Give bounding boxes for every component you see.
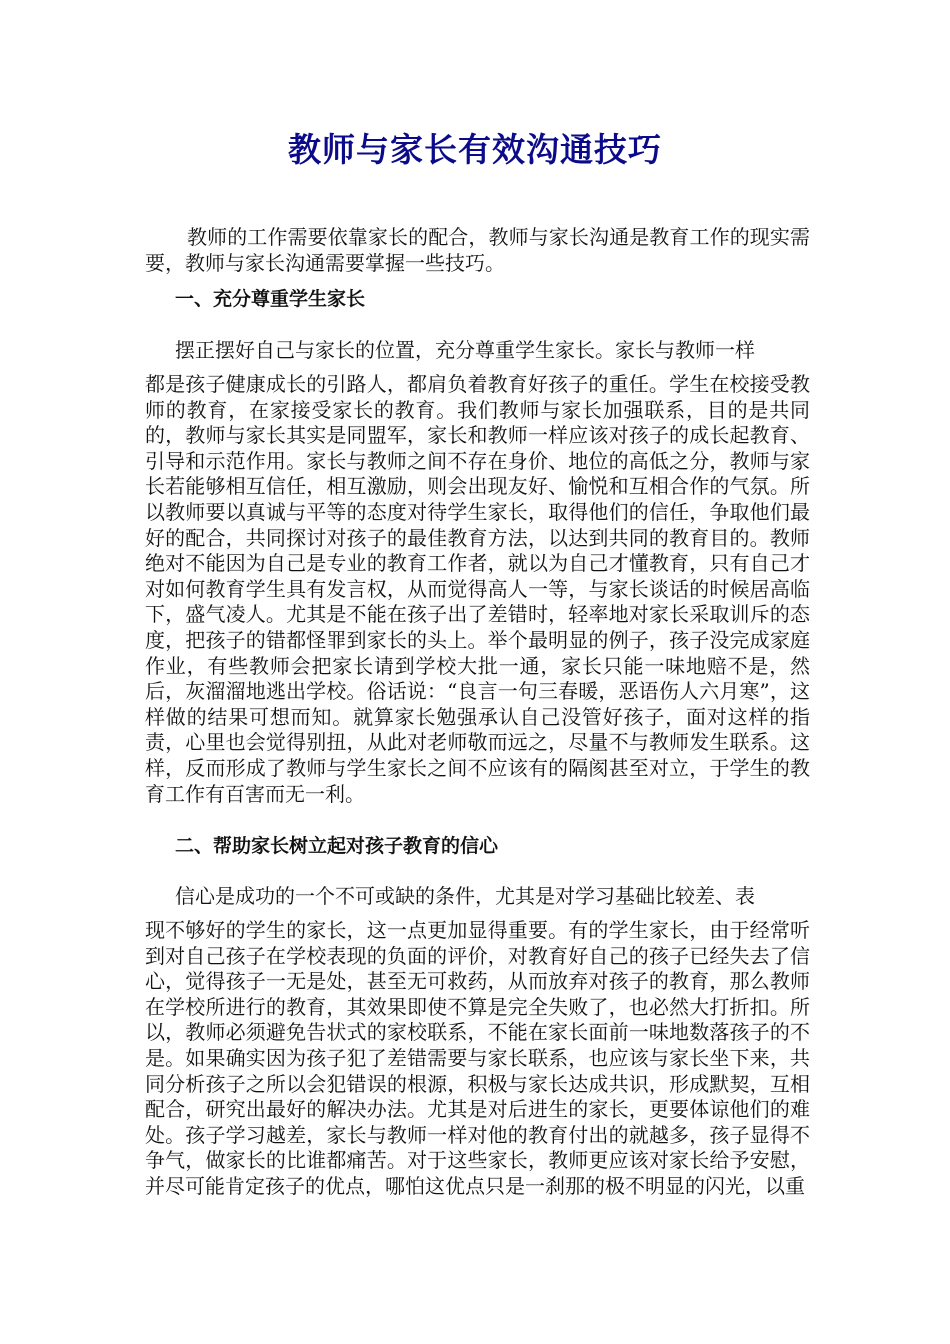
section-2-body-paragraph: 现不够好的学生的家长，这一点更加显得重要。有的学生家长，由于经常听到对自己孩子在学校表现的负面的评价，对教育好自己的孩子已经失去了信心，觉得孩子一无是处，甚至无可救药，从而放弃对孩子的教育，那么教师在学校所进行的教育，其效果即使不算是完全失败了，也必然大打折扣。所以，教师必须避免告状式的家校联系，不能在家长面前一味地数落孩子的不是。如果确实因为孩子犯了差错需要与家长联系，也应该与家长坐下来，共同分析孩子之所以会犯错误的根源，积极与家长达成共识，形成默契，互相配合，研究出最好的解决办法。尤其是对后进生的家长，更要体谅他们的难处。孩子学习越差，家长与教师一样对他的教育付出的就越多，孩子显得不争气，做家长的比谁都痛苦。对于这些家长，教师更应该对家长给予安慰，并尽可能肯定孩子的优点，哪怕这优点只是一刹那的极不明显的闪光，以重 bbox=[145, 918, 810, 1198]
intro-paragraph: 教师的工作需要依靠家长的配合，教师与家长沟通是教育工作的现实需要，教师与家长沟通需要掌握一些技巧。 bbox=[145, 225, 810, 275]
section-1-lead-line: 摆正摆好自己与家长的位置，充分尊重学生家长。家长与教师一样 bbox=[175, 338, 755, 362]
section-1-body-paragraph: 都是孩子健康成长的引路人，都肩负着教育好孩子的重任。学生在校接受教师的教育，在家接受家长的教育。我们教师与家长加强联系，目的是共同的，教师与家长其实是同盟军，家长和教师一样应该对孩子的成长起教育、引导和示范作用。家长与教师之间不存在身价、地位的高低之分，教师与家长若能够相互信任，相互激励，则会出现友好、愉悦和互相合作的气氛。所以教师要以真诚与平等的态度对待学生家长，取得他们的信任，争取他们最好的配合，共同探讨对孩子的最佳教育方法，以达到共同的教育目的。教师绝对不能因为自己是专业的教育工作者，就以为自己才懂教育，只有自己才对如何教育学生具有发言权，从而觉得高人一等，与家长谈话的时候居高临下，盛气凌人。尤其是不能在孩子出了差错时，轻率地对家长采取训斥的态度，把孩子的错都怪罪到家长的头上。举个最明显的例子，孩子没完成家庭作业，有些教师会把家长请到学校大批一通，家长只能一味地赔不是，然后，灰溜溜地逃出学校。俗话说：“良言一句三春暖，恶语伤人六月寒”，这样做的结果可想而知。就算家长勉强承认自己没管好孩子，面对这样的指责，心里也会觉得别扭，从此对老师敬而远之，尽量不与教师发生联系。这样，反而形成了教师与学生家长之间不应该有的隔阂甚至对立，于学生的教育工作有百害而无一利。 bbox=[145, 372, 810, 806]
section-heading-2: 二、帮助家长树立起对孩子教育的信心 bbox=[175, 835, 499, 857]
section-2-lead-line: 信心是成功的一个不可或缺的条件，尤其是对学习基础比较差、表 bbox=[175, 884, 755, 908]
page-title: 教师与家长有效沟通技巧 bbox=[288, 130, 662, 169]
section-heading-1: 一、充分尊重学生家长 bbox=[175, 288, 366, 310]
